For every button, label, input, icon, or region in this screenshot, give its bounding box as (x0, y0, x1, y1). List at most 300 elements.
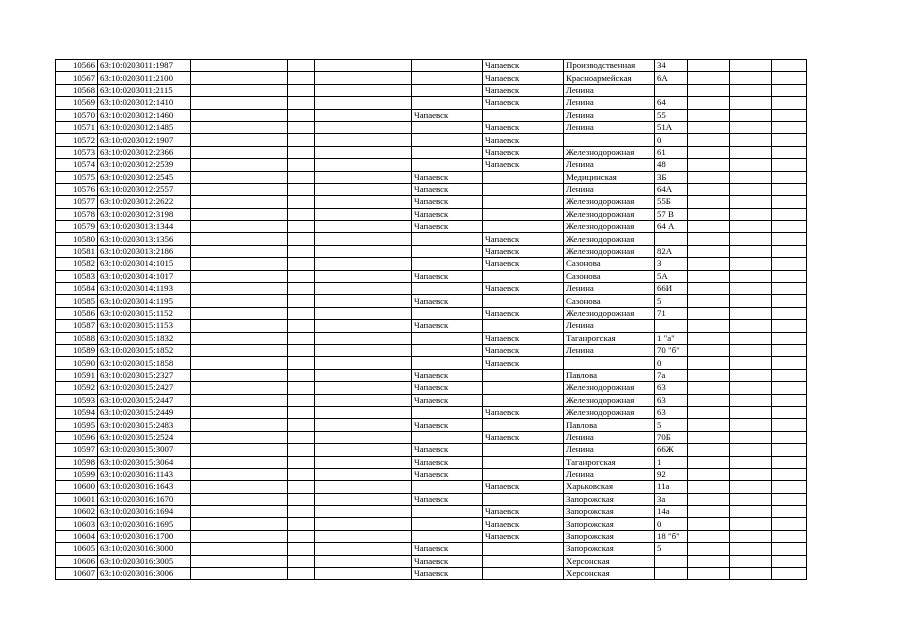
locality-cell: Чапаевск (412, 493, 483, 505)
empty-cell (688, 481, 730, 493)
empty-cell (191, 357, 288, 369)
row-number-cell: 10594 (56, 406, 98, 418)
empty-cell (688, 568, 730, 580)
cadastral-number-cell: 63:10:0203015:1858 (98, 357, 191, 369)
street-cell: Ленина (564, 444, 655, 456)
empty-cell (191, 431, 288, 443)
city-cell: Чапаевск (483, 233, 564, 245)
cadastral-number-cell: 63:10:0203015:3007 (98, 444, 191, 456)
empty-cell (191, 283, 288, 295)
row-number-cell: 10597 (56, 444, 98, 456)
empty-cell (315, 394, 412, 406)
city-cell: Чапаевск (483, 431, 564, 443)
street-cell: Сазонова (564, 270, 655, 282)
row-number-cell: 10607 (56, 568, 98, 580)
table-body (56, 60, 807, 580)
street-cell: Запорожская (564, 493, 655, 505)
street-cell: Медицинская (564, 171, 655, 183)
empty-cell (730, 295, 772, 307)
locality-cell (412, 159, 483, 171)
empty-cell (730, 171, 772, 183)
city-cell: Чапаевск (483, 307, 564, 319)
empty-cell (688, 245, 730, 257)
empty-cell (688, 506, 730, 518)
empty-cell (772, 283, 807, 295)
house-number-cell (655, 233, 688, 245)
empty-cell (688, 196, 730, 208)
empty-cell (772, 481, 807, 493)
empty-cell (191, 444, 288, 456)
empty-cell (688, 419, 730, 431)
empty-cell (688, 283, 730, 295)
city-cell (483, 208, 564, 220)
locality-cell (412, 332, 483, 344)
table-row (56, 369, 807, 381)
empty-cell (191, 60, 288, 72)
empty-cell (191, 72, 288, 84)
empty-cell (288, 320, 315, 332)
table-row (56, 506, 807, 518)
cadastral-number-cell: 63:10:0203013:1356 (98, 233, 191, 245)
cadastral-number-cell: 63:10:0203016:1700 (98, 530, 191, 542)
empty-cell (688, 431, 730, 443)
empty-cell (772, 543, 807, 555)
empty-cell (688, 406, 730, 418)
empty-cell (772, 332, 807, 344)
city-cell (483, 382, 564, 394)
street-cell: Херсонская (564, 555, 655, 567)
row-number-cell: 10596 (56, 431, 98, 443)
empty-cell (730, 468, 772, 480)
empty-cell (688, 72, 730, 84)
empty-cell (191, 134, 288, 146)
house-number-cell: 64 (655, 97, 688, 109)
empty-cell (730, 543, 772, 555)
house-number-cell: 70Б (655, 431, 688, 443)
empty-cell (191, 221, 288, 233)
city-cell (483, 419, 564, 431)
locality-cell: Чапаевск (412, 419, 483, 431)
cadastral-number-cell: 63:10:0203016:1643 (98, 481, 191, 493)
house-number-cell: 55 (655, 109, 688, 121)
empty-cell (315, 258, 412, 270)
city-cell (483, 221, 564, 233)
row-number-cell: 10587 (56, 320, 98, 332)
row-number-cell: 10571 (56, 121, 98, 133)
empty-cell (191, 208, 288, 220)
locality-cell: Чапаевск (412, 468, 483, 480)
city-cell: Чапаевск (483, 357, 564, 369)
empty-cell (688, 456, 730, 468)
row-number-cell: 10573 (56, 146, 98, 158)
empty-cell (315, 382, 412, 394)
street-cell: Ленина (564, 468, 655, 480)
city-cell: Чапаевск (483, 530, 564, 542)
locality-cell: Чапаевск (412, 196, 483, 208)
locality-cell (412, 357, 483, 369)
city-cell: Чапаевск (483, 332, 564, 344)
city-cell (483, 109, 564, 121)
cadastral-number-cell: 63:10:0203016:1694 (98, 506, 191, 518)
row-number-cell: 10606 (56, 555, 98, 567)
empty-cell (191, 456, 288, 468)
cadastral-number-cell: 63:10:0203016:3000 (98, 543, 191, 555)
empty-cell (772, 295, 807, 307)
row-number-cell: 10601 (56, 493, 98, 505)
house-number-cell: 61 (655, 146, 688, 158)
cadastral-number-cell: 63:10:0203013:1344 (98, 221, 191, 233)
empty-cell (315, 518, 412, 530)
locality-cell (412, 233, 483, 245)
street-cell: Красноармейская (564, 72, 655, 84)
empty-cell (772, 344, 807, 356)
table-row (56, 121, 807, 133)
empty-cell (315, 84, 412, 96)
empty-cell (772, 233, 807, 245)
empty-cell (315, 406, 412, 418)
table-row (56, 320, 807, 332)
row-number-cell: 10604 (56, 530, 98, 542)
cadastral-number-cell: 63:10:0203012:2539 (98, 159, 191, 171)
empty-cell (730, 146, 772, 158)
city-cell: Чапаевск (483, 258, 564, 270)
empty-cell (288, 344, 315, 356)
street-cell (564, 357, 655, 369)
street-cell: Таганрогская (564, 332, 655, 344)
cadastral-number-cell: 63:10:0203015:1152 (98, 307, 191, 319)
empty-cell (772, 431, 807, 443)
empty-cell (288, 307, 315, 319)
cadastral-number-cell: 63:10:0203014:1195 (98, 295, 191, 307)
empty-cell (730, 406, 772, 418)
empty-cell (772, 394, 807, 406)
table-row (56, 431, 807, 443)
empty-cell (288, 171, 315, 183)
street-cell: Запорожская (564, 518, 655, 530)
table-row (56, 134, 807, 146)
city-cell: Чапаевск (483, 159, 564, 171)
empty-cell (772, 357, 807, 369)
locality-cell: Чапаевск (412, 543, 483, 555)
empty-cell (315, 221, 412, 233)
empty-cell (315, 468, 412, 480)
empty-cell (688, 109, 730, 121)
locality-cell: Чапаевск (412, 568, 483, 580)
empty-cell (730, 307, 772, 319)
table-row (56, 72, 807, 84)
street-cell: Железнодорожная (564, 406, 655, 418)
house-number-cell: 64А (655, 183, 688, 195)
empty-cell (191, 543, 288, 555)
house-number-cell: 3 (655, 258, 688, 270)
empty-cell (288, 121, 315, 133)
city-cell (483, 295, 564, 307)
empty-cell (730, 444, 772, 456)
empty-cell (688, 221, 730, 233)
empty-cell (730, 493, 772, 505)
table-row (56, 146, 807, 158)
locality-cell: Чапаевск (412, 221, 483, 233)
empty-cell (730, 568, 772, 580)
street-cell: Ленина (564, 283, 655, 295)
empty-cell (772, 444, 807, 456)
cadastral-number-cell: 63:10:0203015:1852 (98, 344, 191, 356)
empty-cell (191, 369, 288, 381)
street-cell: Ленина (564, 97, 655, 109)
city-cell (483, 568, 564, 580)
locality-cell: Чапаевск (412, 109, 483, 121)
cadastral-number-cell: 63:10:0203014:1193 (98, 283, 191, 295)
empty-cell (730, 530, 772, 542)
empty-cell (730, 97, 772, 109)
house-number-cell (655, 568, 688, 580)
empty-cell (315, 431, 412, 443)
table-row (56, 543, 807, 555)
empty-cell (688, 444, 730, 456)
empty-cell (772, 84, 807, 96)
locality-cell (412, 60, 483, 72)
empty-cell (191, 320, 288, 332)
house-number-cell: 0 (655, 357, 688, 369)
empty-cell (191, 555, 288, 567)
empty-cell (315, 146, 412, 158)
house-number-cell (655, 555, 688, 567)
empty-cell (288, 221, 315, 233)
empty-cell (191, 344, 288, 356)
locality-cell: Чапаевск (412, 456, 483, 468)
cadastral-number-cell: 63:10:0203015:3064 (98, 456, 191, 468)
house-number-cell: 11а (655, 481, 688, 493)
house-number-cell (655, 84, 688, 96)
empty-cell (288, 84, 315, 96)
empty-cell (730, 221, 772, 233)
empty-cell (191, 159, 288, 171)
empty-cell (288, 431, 315, 443)
locality-cell (412, 121, 483, 133)
empty-cell (315, 72, 412, 84)
table-row (56, 171, 807, 183)
street-cell: Железнодорожная (564, 221, 655, 233)
empty-cell (315, 332, 412, 344)
empty-cell (772, 406, 807, 418)
empty-cell (730, 518, 772, 530)
house-number-cell: 0 (655, 134, 688, 146)
empty-cell (772, 60, 807, 72)
empty-cell (772, 369, 807, 381)
row-number-cell: 10575 (56, 171, 98, 183)
empty-cell (688, 530, 730, 542)
row-number-cell: 10592 (56, 382, 98, 394)
empty-cell (730, 134, 772, 146)
empty-cell (191, 307, 288, 319)
empty-cell (288, 555, 315, 567)
empty-cell (730, 245, 772, 257)
empty-cell (772, 97, 807, 109)
empty-cell (288, 456, 315, 468)
street-cell: Производственная (564, 60, 655, 72)
empty-cell (191, 530, 288, 542)
empty-cell (315, 295, 412, 307)
empty-cell (191, 171, 288, 183)
house-number-cell: 3Б (655, 171, 688, 183)
empty-cell (315, 233, 412, 245)
house-number-cell: 92 (655, 468, 688, 480)
table-row (56, 382, 807, 394)
empty-cell (315, 109, 412, 121)
empty-cell (191, 382, 288, 394)
empty-cell (288, 543, 315, 555)
empty-cell (772, 183, 807, 195)
house-number-cell: 63 (655, 394, 688, 406)
table-row (56, 307, 807, 319)
empty-cell (288, 357, 315, 369)
empty-cell (772, 245, 807, 257)
empty-cell (730, 344, 772, 356)
empty-cell (688, 357, 730, 369)
empty-cell (772, 382, 807, 394)
empty-cell (730, 332, 772, 344)
empty-cell (772, 568, 807, 580)
empty-cell (315, 530, 412, 542)
table-row (56, 568, 807, 580)
house-number-cell: 63 (655, 406, 688, 418)
empty-cell (730, 233, 772, 245)
city-cell (483, 369, 564, 381)
house-number-cell: 18 "б" (655, 530, 688, 542)
table-row (56, 60, 807, 72)
row-number-cell: 10567 (56, 72, 98, 84)
empty-cell (288, 419, 315, 431)
empty-cell (191, 506, 288, 518)
row-number-cell: 10566 (56, 60, 98, 72)
empty-cell (288, 332, 315, 344)
street-cell: Павлова (564, 419, 655, 431)
empty-cell (191, 518, 288, 530)
cadastral-number-cell: 63:10:0203012:2366 (98, 146, 191, 158)
empty-cell (288, 493, 315, 505)
street-cell: Ленина (564, 183, 655, 195)
table-row (56, 295, 807, 307)
empty-cell (688, 159, 730, 171)
empty-cell (288, 382, 315, 394)
empty-cell (688, 307, 730, 319)
table-row (56, 332, 807, 344)
empty-cell (315, 60, 412, 72)
empty-cell (730, 382, 772, 394)
table-row (56, 357, 807, 369)
empty-cell (772, 320, 807, 332)
cadastral-number-cell: 63:10:0203013:2186 (98, 245, 191, 257)
street-cell: Железнодорожная (564, 394, 655, 406)
city-cell (483, 320, 564, 332)
empty-cell (315, 481, 412, 493)
empty-cell (688, 183, 730, 195)
empty-cell (191, 183, 288, 195)
empty-cell (288, 369, 315, 381)
empty-cell (688, 208, 730, 220)
empty-cell (315, 121, 412, 133)
street-cell: Херсонская (564, 568, 655, 580)
empty-cell (288, 159, 315, 171)
row-number-cell: 10595 (56, 419, 98, 431)
cadastral-number-cell: 63:10:0203012:2622 (98, 196, 191, 208)
house-number-cell: 7а (655, 369, 688, 381)
empty-cell (191, 97, 288, 109)
city-cell (483, 196, 564, 208)
table-row (56, 419, 807, 431)
table-row (56, 493, 807, 505)
empty-cell (772, 171, 807, 183)
street-cell (564, 134, 655, 146)
empty-cell (688, 97, 730, 109)
cadastral-number-cell: 63:10:0203015:1153 (98, 320, 191, 332)
empty-cell (191, 196, 288, 208)
empty-cell (191, 493, 288, 505)
empty-cell (688, 134, 730, 146)
cadastral-number-cell: 63:10:0203015:2447 (98, 394, 191, 406)
empty-cell (730, 431, 772, 443)
empty-cell (772, 506, 807, 518)
empty-cell (288, 283, 315, 295)
street-cell: Павлова (564, 369, 655, 381)
row-number-cell: 10586 (56, 307, 98, 319)
empty-cell (730, 481, 772, 493)
locality-cell: Чапаевск (412, 208, 483, 220)
empty-cell (191, 258, 288, 270)
cadastral-number-cell: 63:10:0203011:2115 (98, 84, 191, 96)
empty-cell (288, 506, 315, 518)
row-number-cell: 10577 (56, 196, 98, 208)
empty-cell (288, 183, 315, 195)
city-cell: Чапаевск (483, 481, 564, 493)
empty-cell (288, 481, 315, 493)
locality-cell (412, 518, 483, 530)
locality-cell (412, 344, 483, 356)
city-cell: Чапаевск (483, 518, 564, 530)
row-number-cell: 10589 (56, 344, 98, 356)
row-number-cell: 10576 (56, 183, 98, 195)
empty-cell (191, 295, 288, 307)
row-number-cell: 10579 (56, 221, 98, 233)
empty-cell (730, 60, 772, 72)
house-number-cell: 5А (655, 270, 688, 282)
cadastral-number-cell: 63:10:0203016:3006 (98, 568, 191, 580)
locality-cell (412, 84, 483, 96)
empty-cell (288, 72, 315, 84)
city-cell: Чапаевск (483, 60, 564, 72)
empty-cell (688, 543, 730, 555)
cadastral-number-cell: 63:10:0203015:2327 (98, 369, 191, 381)
row-number-cell: 10599 (56, 468, 98, 480)
empty-cell (315, 344, 412, 356)
cadastral-number-cell: 63:10:0203015:2449 (98, 406, 191, 418)
locality-cell (412, 307, 483, 319)
empty-cell (688, 60, 730, 72)
table-row (56, 258, 807, 270)
empty-cell (288, 97, 315, 109)
empty-cell (688, 468, 730, 480)
cadastral-number-cell: 63:10:0203012:1460 (98, 109, 191, 121)
city-cell (483, 444, 564, 456)
city-cell: Чапаевск (483, 146, 564, 158)
empty-cell (288, 146, 315, 158)
house-number-cell: 71 (655, 307, 688, 319)
empty-cell (288, 394, 315, 406)
row-number-cell: 10591 (56, 369, 98, 381)
row-number-cell: 10570 (56, 109, 98, 121)
empty-cell (315, 208, 412, 220)
empty-cell (191, 121, 288, 133)
